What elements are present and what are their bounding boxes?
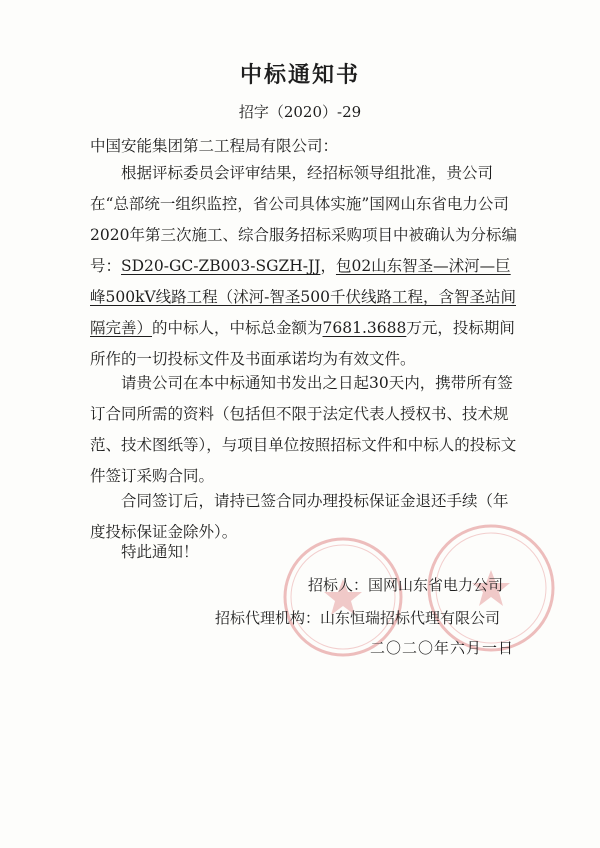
deposit-text: 合同签订后，请持已签合同办理投标保证金退还手续（年度投标保证金除外）。 bbox=[90, 492, 509, 541]
tenderer-signature: 招标人：国网山东省电力公司 bbox=[308, 576, 504, 594]
package-name: 包02山东智圣—沭河—巨峰500kV线路工程（沭河-智圣500千伏线路工程，含智圣站间隔完善） bbox=[90, 257, 516, 337]
award-amount: 7681.3688 bbox=[322, 319, 407, 337]
award-text-comma: ， bbox=[320, 257, 336, 275]
paragraph-award bbox=[90, 158, 520, 375]
bid-section-code: SD20-GC-ZB003-SGZH-JJ bbox=[121, 257, 321, 275]
agency-signature: 招标代理机构：山东恒瑞招标代理有限公司 bbox=[215, 609, 501, 627]
award-text-end: 万元，投标期间所作的一切投标文件及书面承诺均为有效文件。 bbox=[90, 319, 515, 368]
addressee: 中国安能集团第二工程局有限公司： bbox=[90, 137, 339, 155]
paragraph-contract bbox=[90, 368, 520, 492]
issue-date: 二〇二〇年六月一日 bbox=[370, 639, 515, 657]
contract-text: 请贵公司在本中标通知书发出之日起30天内，携带所有签订合同所需的资料（包括但不限于法定代表人授权书、技术规范、技术图纸等），与项目单位按照招标文件和中标人的投标文件签订采购合同。 bbox=[90, 374, 517, 485]
document-title: 中标通知书 bbox=[239, 62, 360, 88]
paragraph-closing bbox=[90, 537, 520, 568]
document-number: 招字（2020）-29 bbox=[238, 103, 362, 121]
award-text-intro: 根据评标委员会评审结果，经招标领导组批准，贵公司在“总部统一组织监控，省公司具体实施”国网山东省电力公司2020年第三次施工、综合服务招标采购项目中被确认为分标编号： bbox=[90, 164, 517, 275]
award-text-middle: 的中标人，中标总金额为 bbox=[152, 319, 323, 337]
closing-text: 特此通知！ bbox=[121, 543, 199, 561]
